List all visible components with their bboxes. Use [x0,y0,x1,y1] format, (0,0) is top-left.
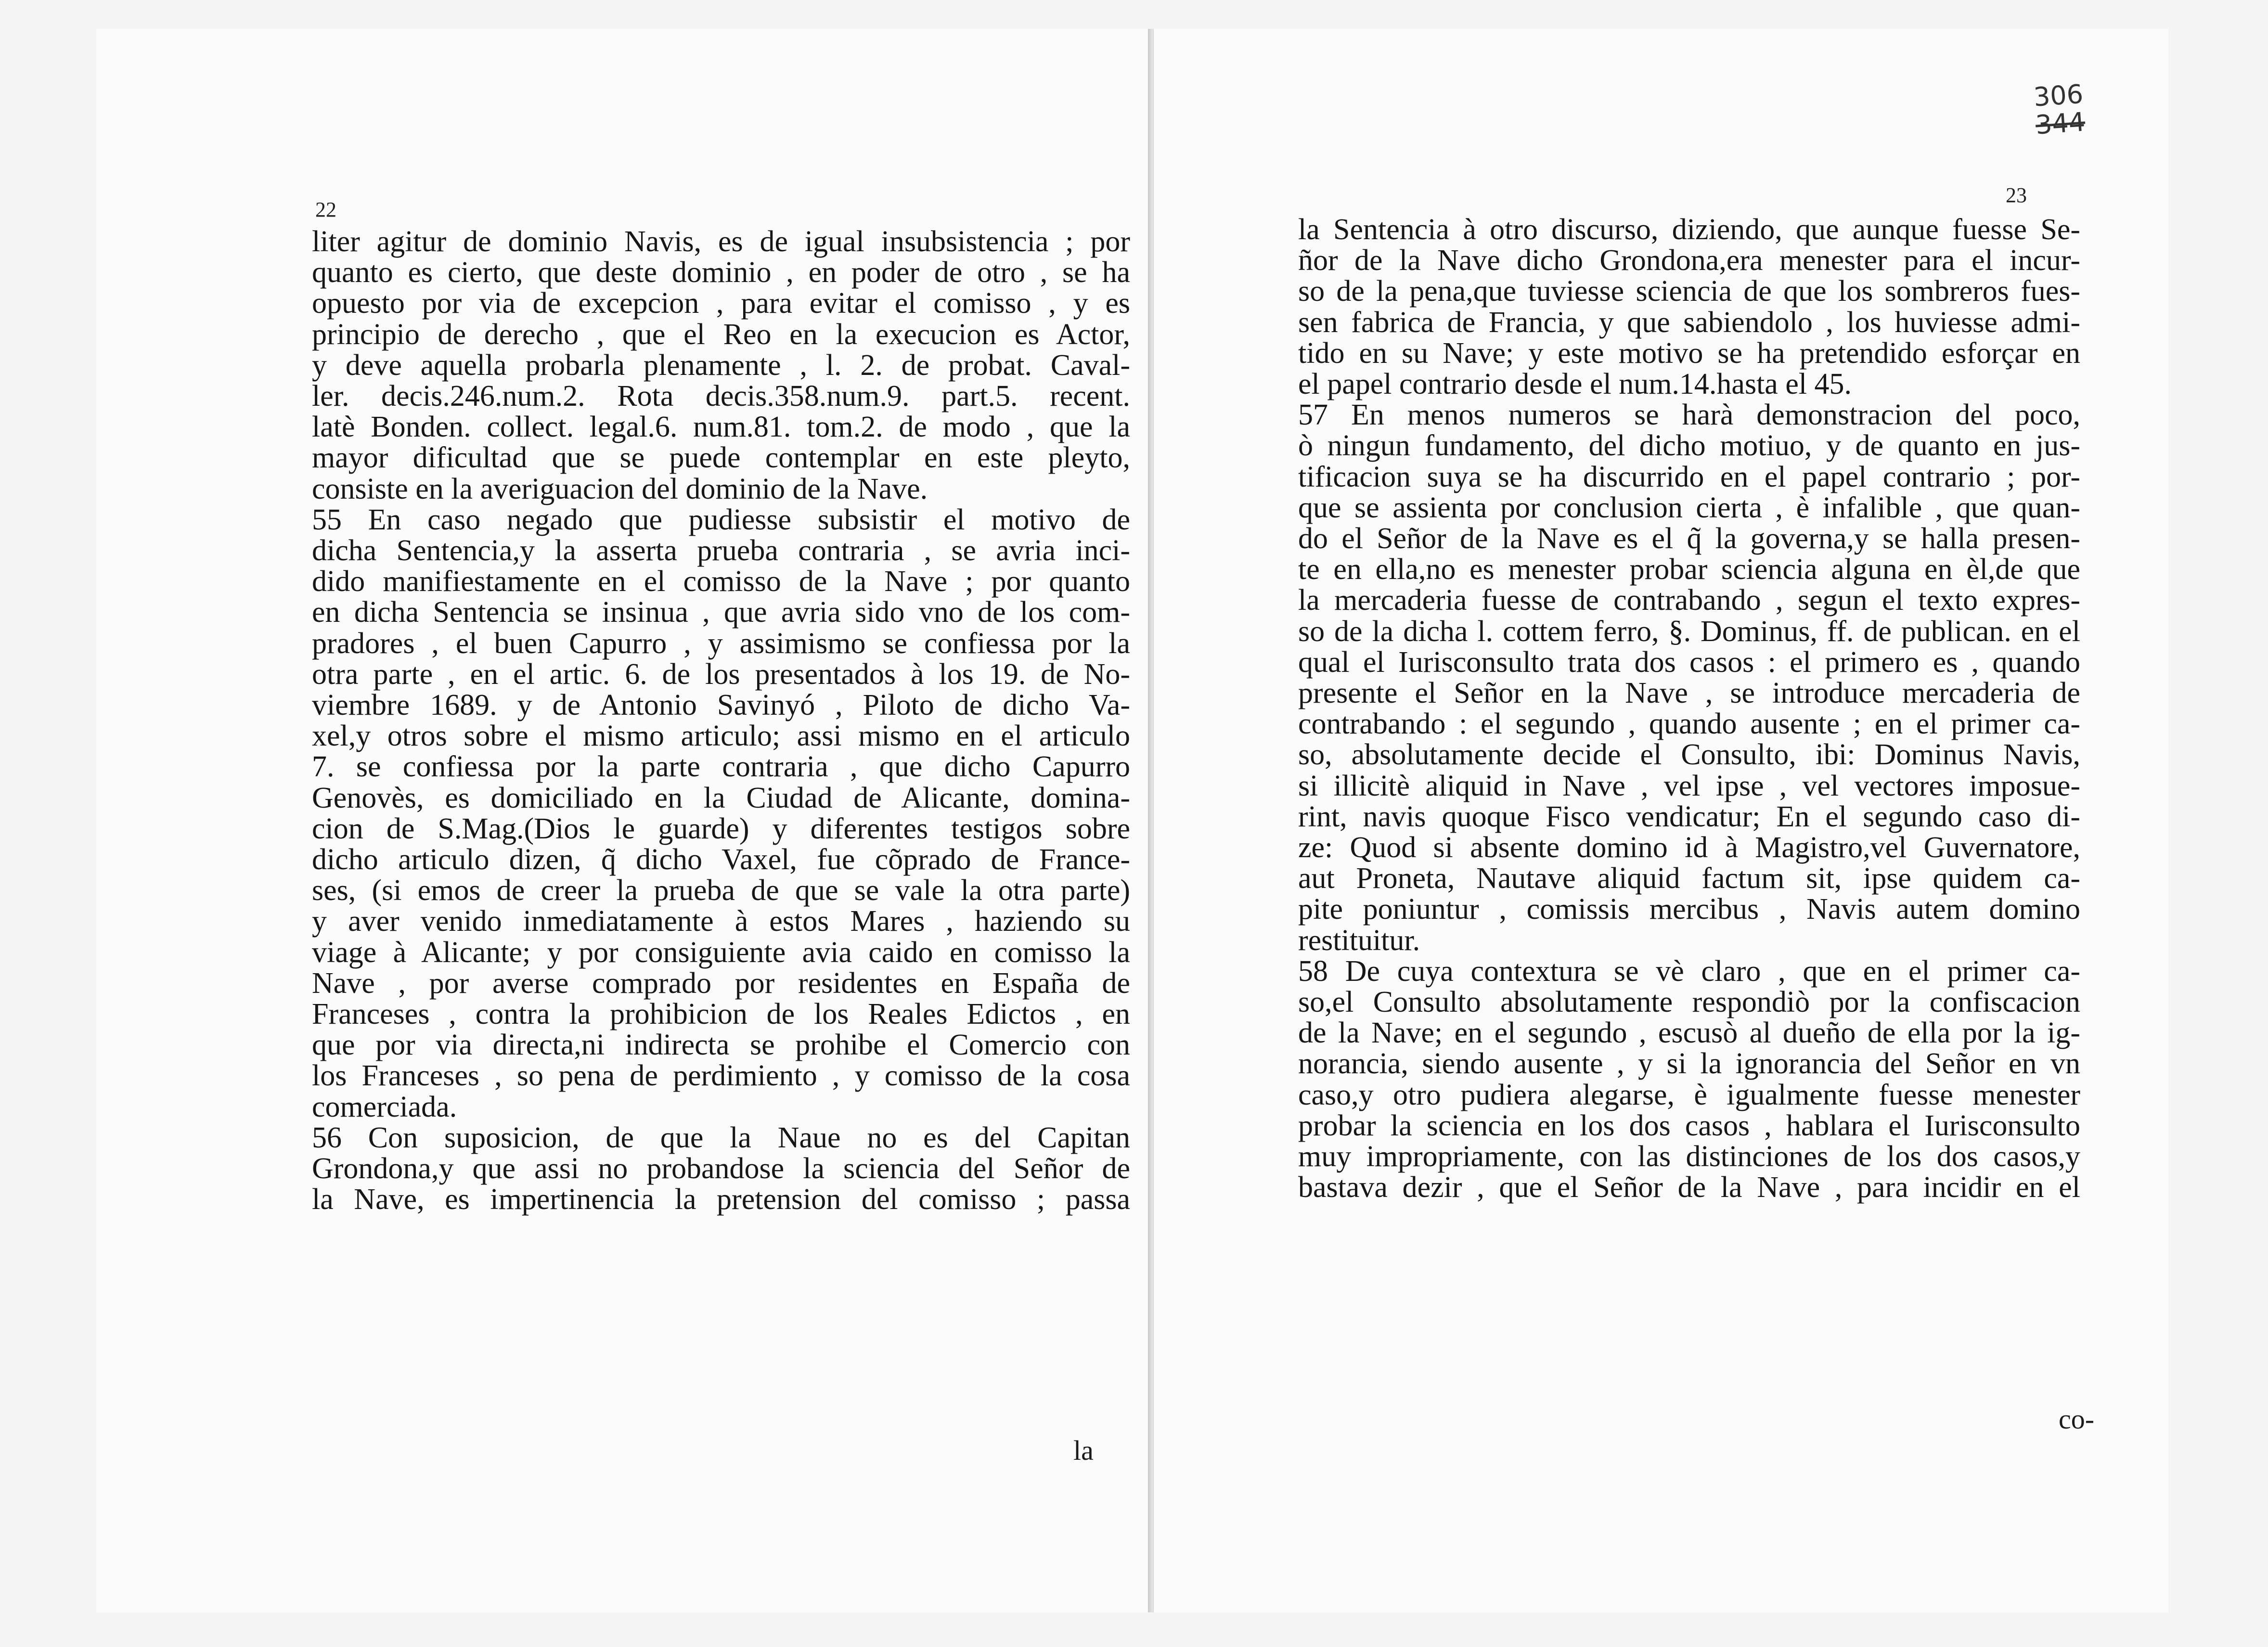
text-line: pite poniuntur , comissis mercibus , Navis autem domino [1298,893,2080,926]
text-line: Genovès, es domiciliado en la Ciudad de Alicante, domina- [312,781,1130,814]
text-line: dicho articulo dizen, q̃ dicho Vaxel, fue cõprado de France- [312,843,1130,876]
text-line: 7. se confiessa por la parte contraria , que dicho Capurro [312,750,1130,784]
text-line: los Franceses , so pena de perdimiento , y comisso de la cosa [312,1059,1130,1093]
catchword: la [1073,1435,1094,1466]
text-line: 57 En menos numeros se harà demonstracion del poco, [1298,399,2080,432]
text-line: opuesto por via de excepcion , para evitar el comisso , y es [312,287,1130,320]
text-line: la Sentencia à otro discurso, diziendo, que aunque fuesse Se- [1298,213,2080,246]
text-line: que por via directa,ni indirecta se prohibe el Comercio con [312,1029,1130,1062]
text-line: dido manifiestamente en el comisso de la Nave ; por quanto [312,565,1130,598]
text-line: dicha Sentencia,y la asserta prueba contraria , se avria inci- [312,534,1130,567]
text-line: cion de S.Mag.(Dios le guarde) y diferentes testigos sobre [312,812,1130,845]
catchword: co- [2059,1403,2095,1435]
text-line: viembre 1689. y de Antonio Savinyó , Piloto de dicho Va- [312,689,1130,722]
right-page [1153,29,2168,1612]
text-line: y deve aquella probarla plenamente , l. 2. de probat. Caval- [312,348,1130,382]
text-line: caso,y otro pudiera alegarse, è igualmente fuesse menester [1298,1078,2080,1111]
text-line: otra parte , en el artic. 6. de los presentados à los 19. de No- [312,657,1130,691]
text-line: contrabando : el segundo , quando ausente ; en el primer ca- [1298,708,2080,741]
text-line: ñor de la Nave dicho Grondona,era menester para el incur- [1298,244,2080,277]
text-line: ler. decis.246.num.2. Rota decis.358.num.9. part.5. recent. [312,380,1130,413]
text-line: norancia, siendo ausente , y si la ignorancia del Señor en vn [1298,1047,2080,1081]
text-line: la Nave, es impertinencia la pretension del comisso ; passa [312,1183,1130,1216]
text-line: tificacion suya se ha discurrido en el papel contrario ; por- [1298,460,2080,493]
text-line: y aver venido inmediatamente à estos Mares , haziendo su [312,905,1130,938]
text-line: so de la pena,que tuviesse sciencia de que los sombreros fues- [1298,275,2080,308]
text-line: Franceses , contra la prohibicion de los Reales Edictos , en [312,998,1130,1031]
text-line: rint, navis quoque Fisco vendicatur; En el segundo caso di- [1298,800,2080,833]
text-line: viage à Alicante; y por consiguiente avia caido en comisso la [312,936,1130,969]
text-line: do el Señor de la Nave es el q̃ la governa,y se halla presen- [1298,522,2080,555]
text-line: en dicha Sentencia se insinua , que avria sido vno de los com- [312,596,1130,629]
text-line: ò ningun fundamento, del dicho motiuo, y de quanto en jus- [1298,429,2080,463]
text-line: 58 De cuya contextura se vè claro , que en el primer ca- [1298,954,2080,988]
text-line: latè Bonden. collect. legal.6. num.81. tom.2. de modo , que la [312,411,1130,444]
text-line: ses, (si emos de creer la prueba de que se vale la otra parte) [312,874,1130,907]
text-line: ze: Quod si absente domino id à Magistro,vel Guvernatore, [1298,831,2080,864]
text-line: aut Proneta, Nautave aliquid factum sit, ipse quidem ca- [1298,862,2080,895]
text-line: presente el Señor en la Nave , se introduce mercaderia de [1298,677,2080,710]
text-line: liter agitur de dominio Navis, es de igual insubsistencia ; por [312,225,1130,258]
text-line: so de la dicha l. cottem ferro, §. Dominus, ff. de publican. en el [1298,615,2080,648]
text-line: quanto es cierto, que deste dominio , en poder de otro , se ha [312,256,1130,289]
text-line: de la Nave; en el segundo , escusò al dueño de ella por la ig- [1298,1017,2080,1050]
text-line: bastava dezir , que el Señor de la Nave , para incidir en el [1298,1171,2080,1204]
text-line: principio de derecho , que el Reo en la execucion es Actor, [312,318,1130,351]
text-line: muy impropriamente, con las distinciones de los dos casos,y [1298,1140,2080,1173]
text-line: que se assienta por conclusion cierta , è infalible , que quan- [1298,491,2080,524]
text-line: la mercaderia fuesse de contrabando , segun el texto expres- [1298,584,2080,617]
text-line: pradores , el buen Capurro , y assimismo se confiessa por la [312,627,1130,660]
text-line: sen fabrica de Francia, y que sabiendolo , los huviesse admi- [1298,306,2080,339]
page-number: 22 [315,198,336,221]
text-line: xel,y otros sobre el mismo articulo; assi mismo en el articulo [312,720,1130,753]
text-line: comerciada. [312,1090,457,1123]
page-text [312,226,1130,1215]
text-line: 55 En caso negado que pudiesse subsistir el motivo de [312,503,1130,536]
page-text [1298,214,2080,1203]
text-line: tido en su Nave; y este motivo se ha pretendido esforçar en [1298,336,2080,370]
handwritten-folio-number [2033,80,2086,140]
text-line: Nave , por averse comprado por residentes en España de [312,966,1130,1000]
text-line: qual el Iurisconsulto trata dos casos : el primero es , quando [1298,645,2080,679]
page-number: 23 [2006,183,2027,207]
text-line: Grondona,y que assi no probandose la sciencia del Señor de [312,1152,1130,1185]
text-line: 56 Con suposicion, de que la Naue no es del Capitan [312,1121,1130,1154]
left-page [96,29,1153,1612]
text-line: te en ella,no es menester probar sciencia alguna en èl,de que [1298,553,2080,586]
text-line: si illicitè aliquid in Nave , vel ipse , vel vectores imposue- [1298,769,2080,802]
text-line: mayor dificultad que se puede contemplar en este pleyto, [312,441,1130,475]
text-line: consiste en la averiguacion del dominio de la Nave. [312,472,928,505]
text-line: probar la sciencia en los dos casos , hablara el Iurisconsulto [1298,1109,2080,1142]
text-line: el papel contrario desde el num.14.hasta el 45. [1298,368,1852,401]
text-line: so,el Consulto absolutamente respondiò por la confiscacion [1298,986,2080,1019]
struck-folio-number: 344 [2034,106,2087,141]
text-line: so, absolutamente decide el Consulto, ibi: Dominus Navis, [1298,738,2080,772]
folio-number: 306 [2032,78,2085,113]
text-line: restituitur. [1298,924,1420,957]
